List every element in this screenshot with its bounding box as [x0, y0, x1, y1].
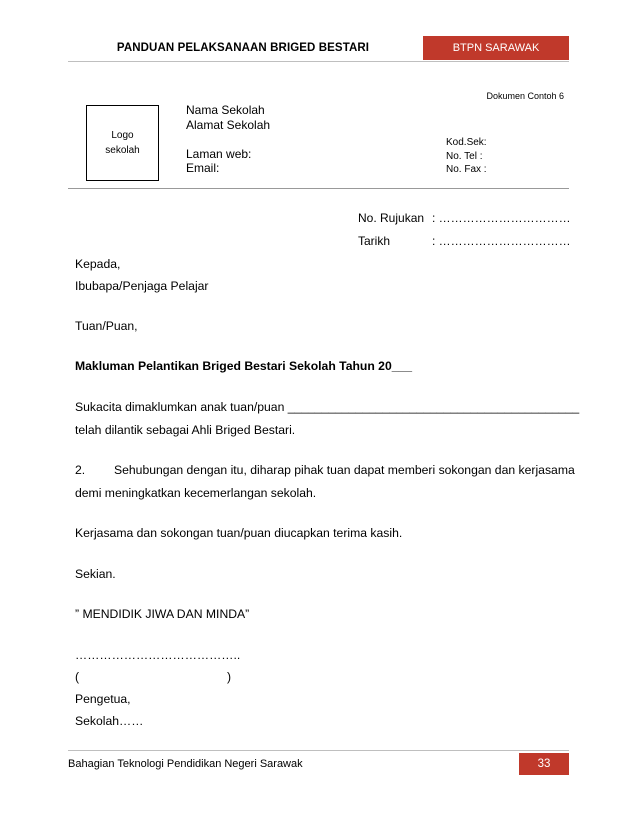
footer-text: Bahagian Teknologi Pendidikan Negeri Sarawak [68, 758, 303, 770]
signature-line: ………………………………….. [75, 648, 241, 662]
school-web: Laman web: [186, 146, 252, 161]
paren-open: ( [75, 670, 80, 684]
school-name: Nama Sekolah [186, 103, 265, 117]
recipient-line: Ibubapa/Penjaga Pelajar [75, 279, 209, 293]
paragraph-2-number: 2. [75, 463, 86, 477]
date-value: : …………………………… [432, 234, 571, 248]
header-divider [68, 61, 569, 62]
paren-close: ) [227, 670, 232, 684]
closing: Sekian. [75, 567, 116, 581]
school-info [186, 103, 270, 176]
school-tel: No. Tel : [446, 150, 483, 162]
page-number: 33 [519, 753, 569, 775]
reference-number-label: No. Rujukan [358, 211, 425, 225]
spacer [186, 132, 270, 147]
paragraph-2-line-1: Sehubungan dengan itu, diharap pihak tuan dapat memberi sokongan dan kerjasama [114, 463, 575, 477]
reference-number-row [358, 211, 571, 225]
footer-divider [68, 750, 569, 751]
paragraph-1-line-1: Sukacita dimaklumkan anak tuan/puan ___________________________________________ [75, 400, 580, 414]
school-address: Alamat Sekolah [186, 117, 271, 132]
logo-text-line1: Logo [111, 130, 134, 141]
date-label: Tarikh [358, 234, 391, 248]
addressee-line: Kepada, [75, 257, 121, 271]
salutation: Tuan/Puan, [75, 319, 138, 333]
header-tag: BTPN SARAWAK [423, 36, 569, 60]
document-label: Dokumen Contoh 6 [486, 91, 564, 101]
paragraph-2-line-2: demi meningkatkan kecemerlangan sekolah. [75, 486, 317, 500]
school-code: Kod.Sek: [446, 137, 487, 148]
logo-placeholder [86, 105, 159, 181]
logo-text-line2: sekolah [105, 145, 140, 156]
motto: ” MENDIDIK JIWA DAN MINDA” [75, 607, 250, 621]
school-codes [446, 136, 487, 177]
signatory-organization: Sekolah…… [75, 714, 144, 728]
reference-number-value: : …………………………… [432, 211, 571, 225]
school-email: Email: [186, 161, 220, 175]
letter-subject: Makluman Pelantikan Briged Bestari Sekolah Tahun 20___ [75, 359, 413, 373]
signatory-role: Pengetua, [75, 692, 131, 706]
school-fax: No. Fax : [446, 164, 487, 175]
date-row [358, 234, 571, 248]
header-title: PANDUAN PELAKSANAAN BRIGED BESTARI [116, 42, 370, 54]
letterhead-divider [68, 188, 569, 189]
paragraph-3: Kerjasama dan sokongan tuan/puan diucapkan terima kasih. [75, 526, 403, 540]
paragraph-1-line-2: telah dilantik sebagai Ahli Briged Bestari. [75, 423, 296, 437]
